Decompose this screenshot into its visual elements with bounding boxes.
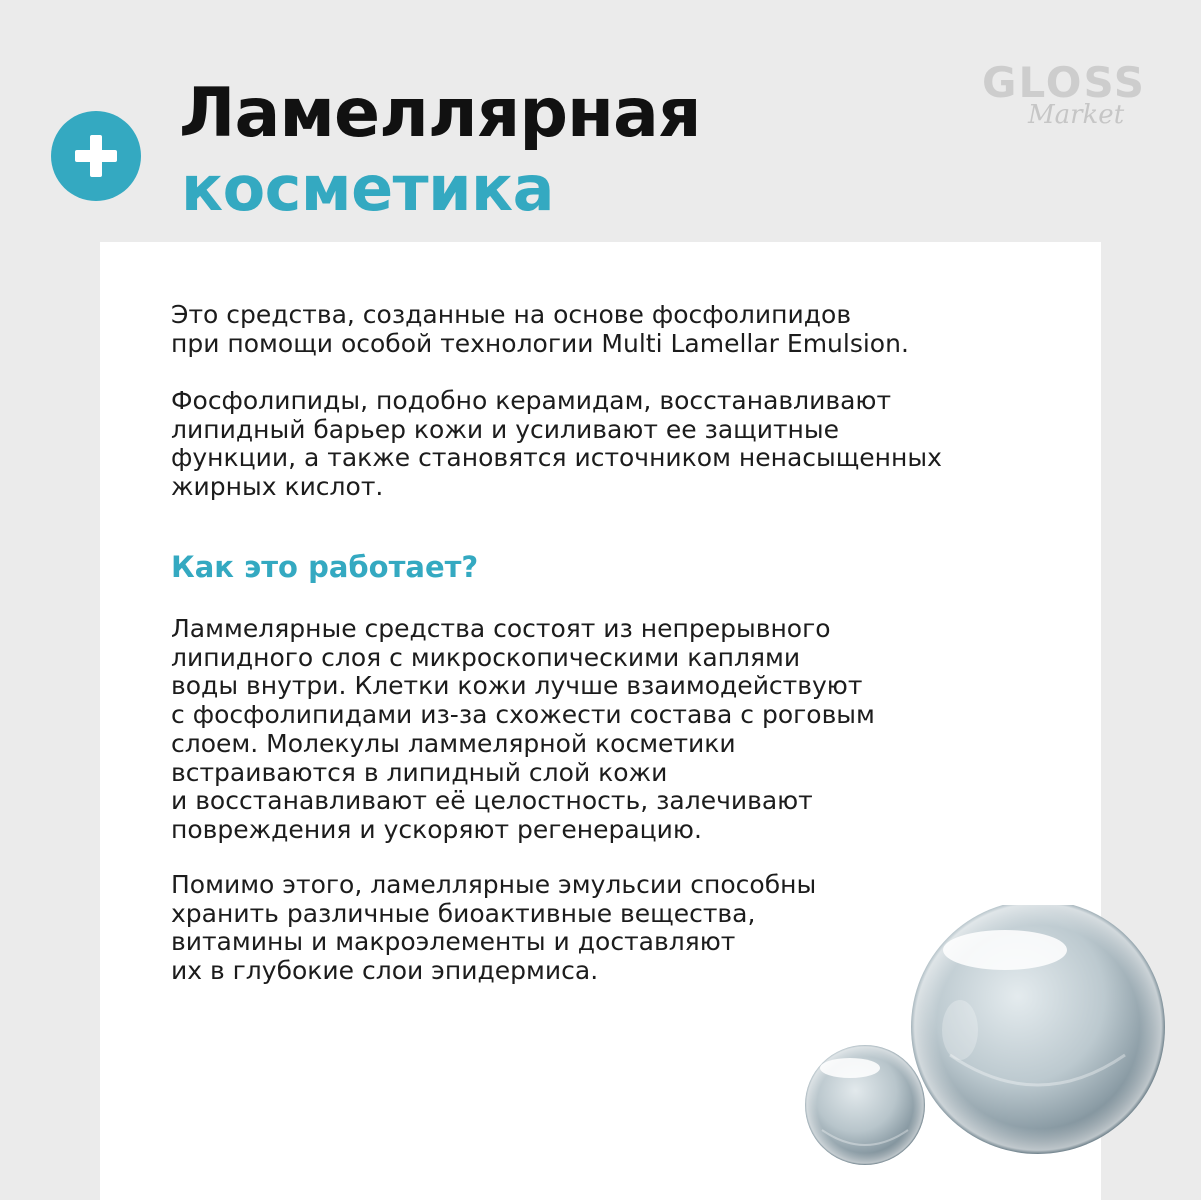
brand-logo [982, 58, 1157, 137]
text-line: жирных кислот. [171, 472, 384, 502]
text-line: слоем. Молекулы ламмелярной косметики [171, 728, 736, 758]
section-heading: Как это работает? [171, 550, 479, 584]
text-line: витамины и макроэлементы и доставляют [171, 927, 736, 957]
text-line: повреждения и ускоряют регенерацию. [171, 814, 702, 844]
mechanism-paragraph [171, 615, 1071, 845]
text-line: Это средства, созданные на основе фосфолипидов [171, 300, 852, 329]
plus-icon-glyph [51, 111, 141, 201]
text-line: при помощи особой технологии Multi Lamellar Emulsion. [171, 328, 909, 358]
text-line: хранить различные биоактивные вещества, [171, 898, 756, 928]
text-line: их в глубокие слои эпидермиса. [171, 956, 599, 986]
brand-logo-main: GLOSS [982, 58, 1147, 107]
text-line: функции, а также становятся источником ненасыщенных [171, 443, 942, 473]
text-line: липидный барьер кожи и усиливают ее защитные [171, 414, 839, 444]
text-line: встраиваются в липидный слой кожи [171, 757, 668, 787]
page-title-accent: косметика [181, 152, 554, 225]
large-bubble [911, 905, 1165, 1154]
phospholipids-paragraph [171, 387, 1071, 502]
page-title: Ламеллярная [179, 74, 701, 153]
plus-icon [51, 111, 141, 201]
text-line: Фосфолипиды, подобно керамидам, восстанавливают [171, 386, 892, 415]
small-bubble [805, 1045, 925, 1165]
text-line: Ламмелярные средства состоят из непрерывного [171, 614, 831, 643]
brand-logo-sub: Market [1028, 100, 1125, 130]
text-line: Помимо этого, ламеллярные эмульсии способны [171, 870, 817, 899]
text-line: воды внутри. Клетки кожи лучше взаимодействуют [171, 671, 863, 701]
bubbles-decoration [780, 905, 1190, 1195]
text-line: с фосфолипидами из-за схожести состава с роговым [171, 700, 875, 730]
text-line: и восстанавливают её целостность, залечивают [171, 786, 813, 816]
text-line: липидного слоя с микроскопическими каплями [171, 642, 801, 672]
intro-paragraph [171, 301, 1071, 358]
